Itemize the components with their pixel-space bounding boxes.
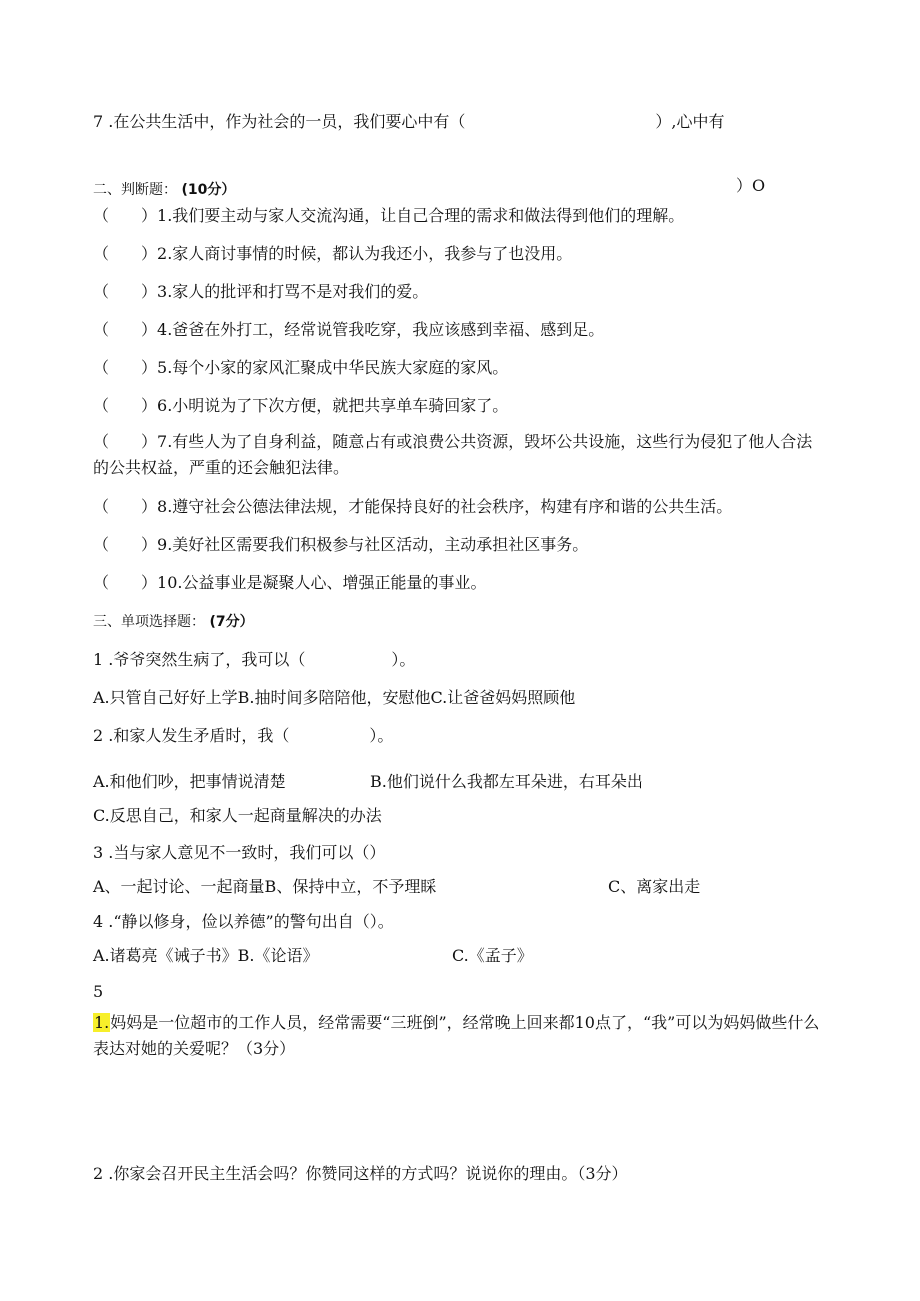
choice-question-3: 3 .当与家人意见不一致时，我们可以（）: [93, 843, 386, 862]
options-a-b: A.诸葛亮《诫子书》B.《论语》: [93, 946, 319, 965]
choice-question-2: [93, 726, 393, 746]
question-7-tail: ）O: [736, 176, 766, 195]
judge-item: [93, 244, 572, 264]
options-a-b: A、一起讨论、一起商量B、保持中立，不予理睬: [93, 877, 437, 896]
short-answer-question-2: 2 .你家会召开民主生活会吗？你赞同这样的方式吗？说说你的理由。（3分）: [93, 1164, 628, 1183]
answer-parens[interactable]: （ ）: [93, 396, 158, 415]
judge-item-text: 3.家人的批评和打骂不是对我们的爱。: [157, 282, 429, 301]
option-c: C、离家出走: [608, 877, 701, 896]
answer-parens[interactable]: （ ）: [93, 535, 158, 554]
judge-item: [93, 282, 428, 302]
judge-item-text: 6.小明说为了下次方便，就把共享单车骑回家了。: [157, 396, 509, 415]
question-text-part-a: 2 .和家人发生矛盾时，我（: [93, 726, 290, 745]
judge-item-text: 2.家人商讨事情的时候，都认为我还小，我参与了也没用。: [157, 244, 573, 263]
judge-item-text: 5.每个小家的家风汇聚成中华民族大家庭的家风。: [157, 358, 509, 377]
judge-item-text: 1.我们要主动与家人交流沟通，让自己合理的需求和做法得到他们的理解。: [157, 206, 685, 225]
question-text-part-b: ）。: [369, 726, 394, 745]
judge-item-text: 7.有些人为了自身利益，随意占有或浪费公共资源，毁坏公共设施，这些行为侵犯了他人合法的公共权益，严重的还会触犯法律。: [93, 432, 813, 477]
judge-item: [93, 573, 486, 593]
short-answer-question-1: [93, 1010, 828, 1062]
answer-parens[interactable]: （ ）: [93, 244, 158, 263]
question-number: 7: [93, 112, 104, 131]
question-text-part-a: 1 .爷爷突然生病了，我可以（: [93, 650, 306, 669]
option-a: A.和他们吵，把事情说清楚: [93, 772, 286, 791]
judge-item: [93, 535, 588, 555]
section-3-heading: [93, 612, 254, 632]
short-answer-text: 妈妈是一位超市的工作人员，经常需要“三班倒”，经常晚上回来都10点了，“我”可以为妈妈做些什么表达对她的关爱呢？（3分）: [93, 1013, 820, 1058]
option-b: B.他们说什么我都左耳朵进，右耳朵出: [370, 772, 643, 791]
answer-parens[interactable]: （ ）: [93, 497, 158, 516]
answer-parens[interactable]: （ ）: [93, 432, 158, 451]
question-text-part-b: ）。: [391, 650, 416, 669]
judge-item: [93, 320, 604, 340]
judge-item-text: 4.爸爸在外打工，经常说管我吃穿，我应该感到幸福、感到足。: [157, 320, 605, 339]
answer-parens[interactable]: （ ）: [93, 320, 158, 339]
answer-parens[interactable]: （ ）: [93, 206, 158, 225]
section-score: (7分）: [209, 614, 254, 630]
choice-question-1: [93, 650, 415, 670]
answer-parens[interactable]: （ ）: [93, 358, 158, 377]
answer-parens[interactable]: （ ）: [93, 573, 158, 592]
section-title: 三、单项选择题：: [93, 614, 205, 630]
judge-item: [93, 429, 828, 481]
highlighted-question-number: 1.: [94, 1013, 110, 1032]
judge-item: [93, 206, 684, 226]
judge-item-text: 10.公益事业是凝聚人心、增强正能量的事业。: [157, 573, 487, 592]
judge-item: [93, 396, 508, 416]
choice-question-1-options: A.只管自己好好上学B.抽时间多陪陪他，安慰他C.让爸爸妈妈照顾他: [93, 688, 576, 707]
option-c: C.反思自己，和家人一起商量解决的办法: [93, 806, 382, 825]
option-c: C.《孟子》: [452, 946, 533, 965]
answer-parens[interactable]: （ ）: [93, 282, 158, 301]
section-score: (10分）: [181, 182, 236, 198]
judge-item: [93, 358, 508, 378]
choice-question-4: 4 .“静以修身，俭以养德”的警句出自（）。: [93, 912, 394, 931]
judge-item: [93, 497, 732, 517]
section-title: 二、判断题：: [93, 182, 177, 198]
judge-item-text: 8.遵守社会公德法律法规，才能保持良好的社会秩序，构建有序和谐的公共生活。: [157, 497, 733, 516]
section-4-marker: 5: [93, 982, 104, 1001]
judge-item-text: 9.美好社区需要我们积极参与社区活动，主动承担社区事务。: [157, 535, 589, 554]
question-text-part-b: ）,心中有: [655, 112, 725, 131]
question-text-part-a: .在公共生活中，作为社会的一员，我们要心中有（: [108, 112, 466, 131]
section-2-heading: [93, 180, 235, 200]
fill-question-7: [93, 112, 724, 132]
